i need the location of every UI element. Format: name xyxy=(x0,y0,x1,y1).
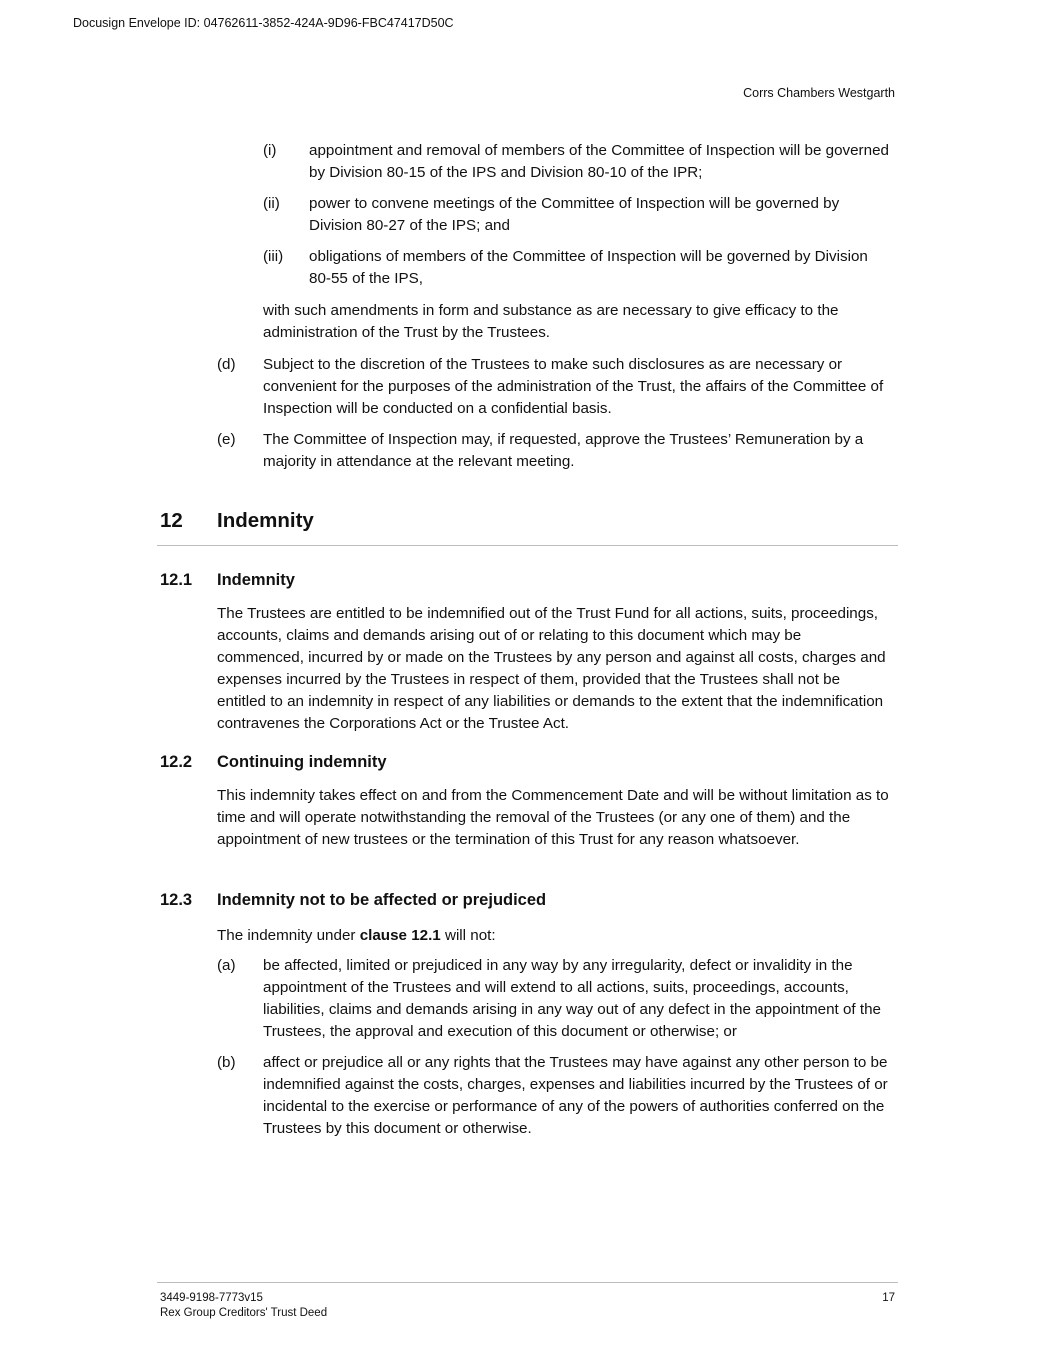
clause-12-1-title: Indemnity xyxy=(217,571,295,589)
section-number: 12 xyxy=(160,509,183,532)
clause-reference: clause 12.1 xyxy=(359,927,441,944)
page-number: 17 xyxy=(882,1292,895,1304)
document-number: 3449-9198-7773v15 xyxy=(160,1292,263,1304)
intro-text-end: will not: xyxy=(440,927,496,944)
clause-12-3-title: Indemnity not to be affected or prejudiced xyxy=(217,891,547,909)
section-title: Indemnity xyxy=(217,509,314,532)
item-marker: (ii) xyxy=(263,195,280,212)
item-b-text: affect or prejudice all or any rights that the Trustees may have against any other person to be indemnified against the costs, charges, expenses and liabilities incurred by the Trustees of or incidental to the exercise or performance of any of the powers of authorities conferred on the Trustees by this document or otherwise. xyxy=(263,1054,888,1137)
document-title: Rex Group Creditors' Trust Deed xyxy=(160,1307,328,1319)
clause-d-text: Subject to the discretion of the Trustees to make such disclosures as are necessary or convenient for the purposes of the administration of the Trust, the affairs of the Committee of Inspection will be conducted on a confidential basis. xyxy=(263,356,884,417)
item-text: appointment and removal of members of the Committee of Inspection will be governed by Division 80-15 of the IPS and Division 80-10 of the IPR; xyxy=(309,142,889,181)
clause-12-3-number: 12.3 xyxy=(160,891,193,909)
clause-e-text: The Committee of Inspection may, if requested, approve the Trustees’ Remuneration by a majority in attendance at the relevant meeting. xyxy=(263,431,864,470)
clause-12-2-body: This indemnity takes effect on and from the Commencement Date and will be without limitation as to time and will operate notwithstanding the removal of the Trustees (or any one of them) and the appointment of new trustees or the termination of this Trust for any reason whatsoever. xyxy=(217,787,889,848)
item-b-marker: (b) xyxy=(217,1054,236,1071)
clause-e-marker: (e) xyxy=(217,431,236,448)
intro-text: The indemnity under xyxy=(217,927,360,944)
clause-12-1-number: 12.1 xyxy=(160,571,193,589)
firm-name: Corrs Chambers Westgarth xyxy=(743,86,895,100)
clause-12-2-title: Continuing indemnity xyxy=(217,753,387,771)
item-text: obligations of members of the Committee of Inspection will be governed by Division 80-55 of the IPS, xyxy=(309,248,868,287)
amendments-paragraph: with such amendments in form and substance as are necessary to give efficacy to the administration of the Trust by the Trustees. xyxy=(263,302,839,341)
item-a-marker: (a) xyxy=(217,957,236,974)
clause-12-3-intro xyxy=(217,925,857,947)
docusign-envelope-id: Docusign Envelope ID: 04762611-3852-424A-9D96-FBC47417D50C xyxy=(73,16,454,30)
item-text: power to convene meetings of the Committee of Inspection will be governed by Division 80-27 of the IPS; and xyxy=(309,195,840,234)
clause-d-marker: (d) xyxy=(217,356,236,373)
footer-divider xyxy=(157,1282,898,1283)
clause-12-1-body: The Trustees are entitled to be indemnified out of the Trust Fund for all actions, suits, proceedings, accounts, claims and demands arising out of or relating to this document which may be commenced, incurred by or made on the Trustees by any person and against all costs, charges and expenses incurred by the Trustees in respect of them, provided that the Trustees shall not be entitled to an indemnity in respect of any liabilities or demands to the extent that the indemnification contravenes the Corporations Act or the Trustee Act. xyxy=(217,605,886,732)
item-marker: (i) xyxy=(263,142,277,159)
clause-12-2-number: 12.2 xyxy=(160,753,193,771)
item-marker: (iii) xyxy=(263,248,284,265)
section-divider xyxy=(157,545,898,546)
item-a-text: be affected, limited or prejudiced in any way by any irregularity, defect or invalidity in the appointment of the Trustees and will extend to all actions, suits, proceedings, accounts, liabilities, claims and demands arising in any way out of any defect in the appointment of the Trustees, the approval and execution of this document or otherwise; or xyxy=(263,957,881,1040)
